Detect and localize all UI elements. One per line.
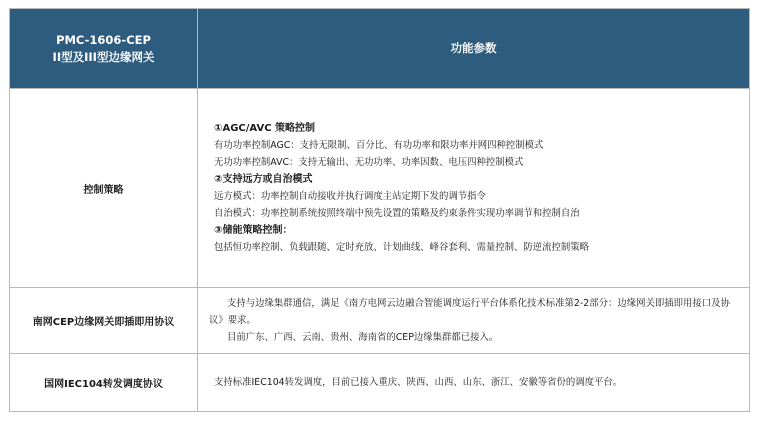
- spec-table: [9, 8, 750, 412]
- row-content: [198, 354, 750, 412]
- table-row-iec104: [10, 354, 750, 412]
- row-label: 控制策略: [10, 89, 198, 288]
- header-model-cell: [10, 9, 198, 89]
- row-label: 南网CEP边缘网关即插即用协议: [10, 288, 198, 354]
- section-line: 无功功率控制AVC：支持无输出、无功功率、功率因数、电压四种控制模式: [214, 157, 524, 168]
- table-row-cep-protocol: [10, 288, 750, 354]
- section-title-mode: ②支持远方或自治模式: [214, 174, 313, 185]
- paragraph: 目前广东、广西、云南、贵州、海南省的CEP边缘集群都已接入。: [227, 332, 499, 343]
- section-title-agc-avc: ①AGC/AVC 策略控制: [214, 123, 316, 134]
- paragraph: 支持与边缘集群通信，满足《南方电网云边融合智能调度运行平台体系化技术标准第2-2部分：边缘网关即插即用接口及协议》要求。: [209, 298, 730, 326]
- section-line: 包括恒功率控制、负载跟随、定时充放、计划曲线、峰谷套利、需量控制、防逆流控制策略: [214, 242, 590, 253]
- strategy-block: [209, 120, 741, 256]
- section-line: 远方模式：功率控制自动接收并执行调度主站定期下发的调节指令: [214, 191, 486, 202]
- section-line: 自治模式：功率控制系统按照终端中预先设置的策略及约束条件实现功率调节和控制自治: [214, 208, 580, 219]
- paragraph: 支持标准IEC104转发调度，目前已接入重庆、陕西、山西、山东、浙江、安徽等省份的调度平台。: [214, 377, 623, 388]
- row-label: 国网IEC104转发调度协议: [10, 354, 198, 412]
- table-row-control-strategy: [10, 89, 750, 288]
- row-content: [198, 89, 750, 288]
- header-model-name: PMC-1606-CEP: [56, 32, 151, 47]
- row-content: [198, 288, 750, 354]
- header-row: [10, 9, 750, 89]
- header-params-cell: 功能参数: [198, 9, 750, 89]
- section-title-storage: ③储能策略控制：: [214, 225, 293, 236]
- section-line: 有功功率控制AGC：支持无限制、百分比、有功功率和限功率并网四种控制模式: [214, 140, 544, 151]
- header-model-type: II型及III型边缘网关: [52, 49, 155, 64]
